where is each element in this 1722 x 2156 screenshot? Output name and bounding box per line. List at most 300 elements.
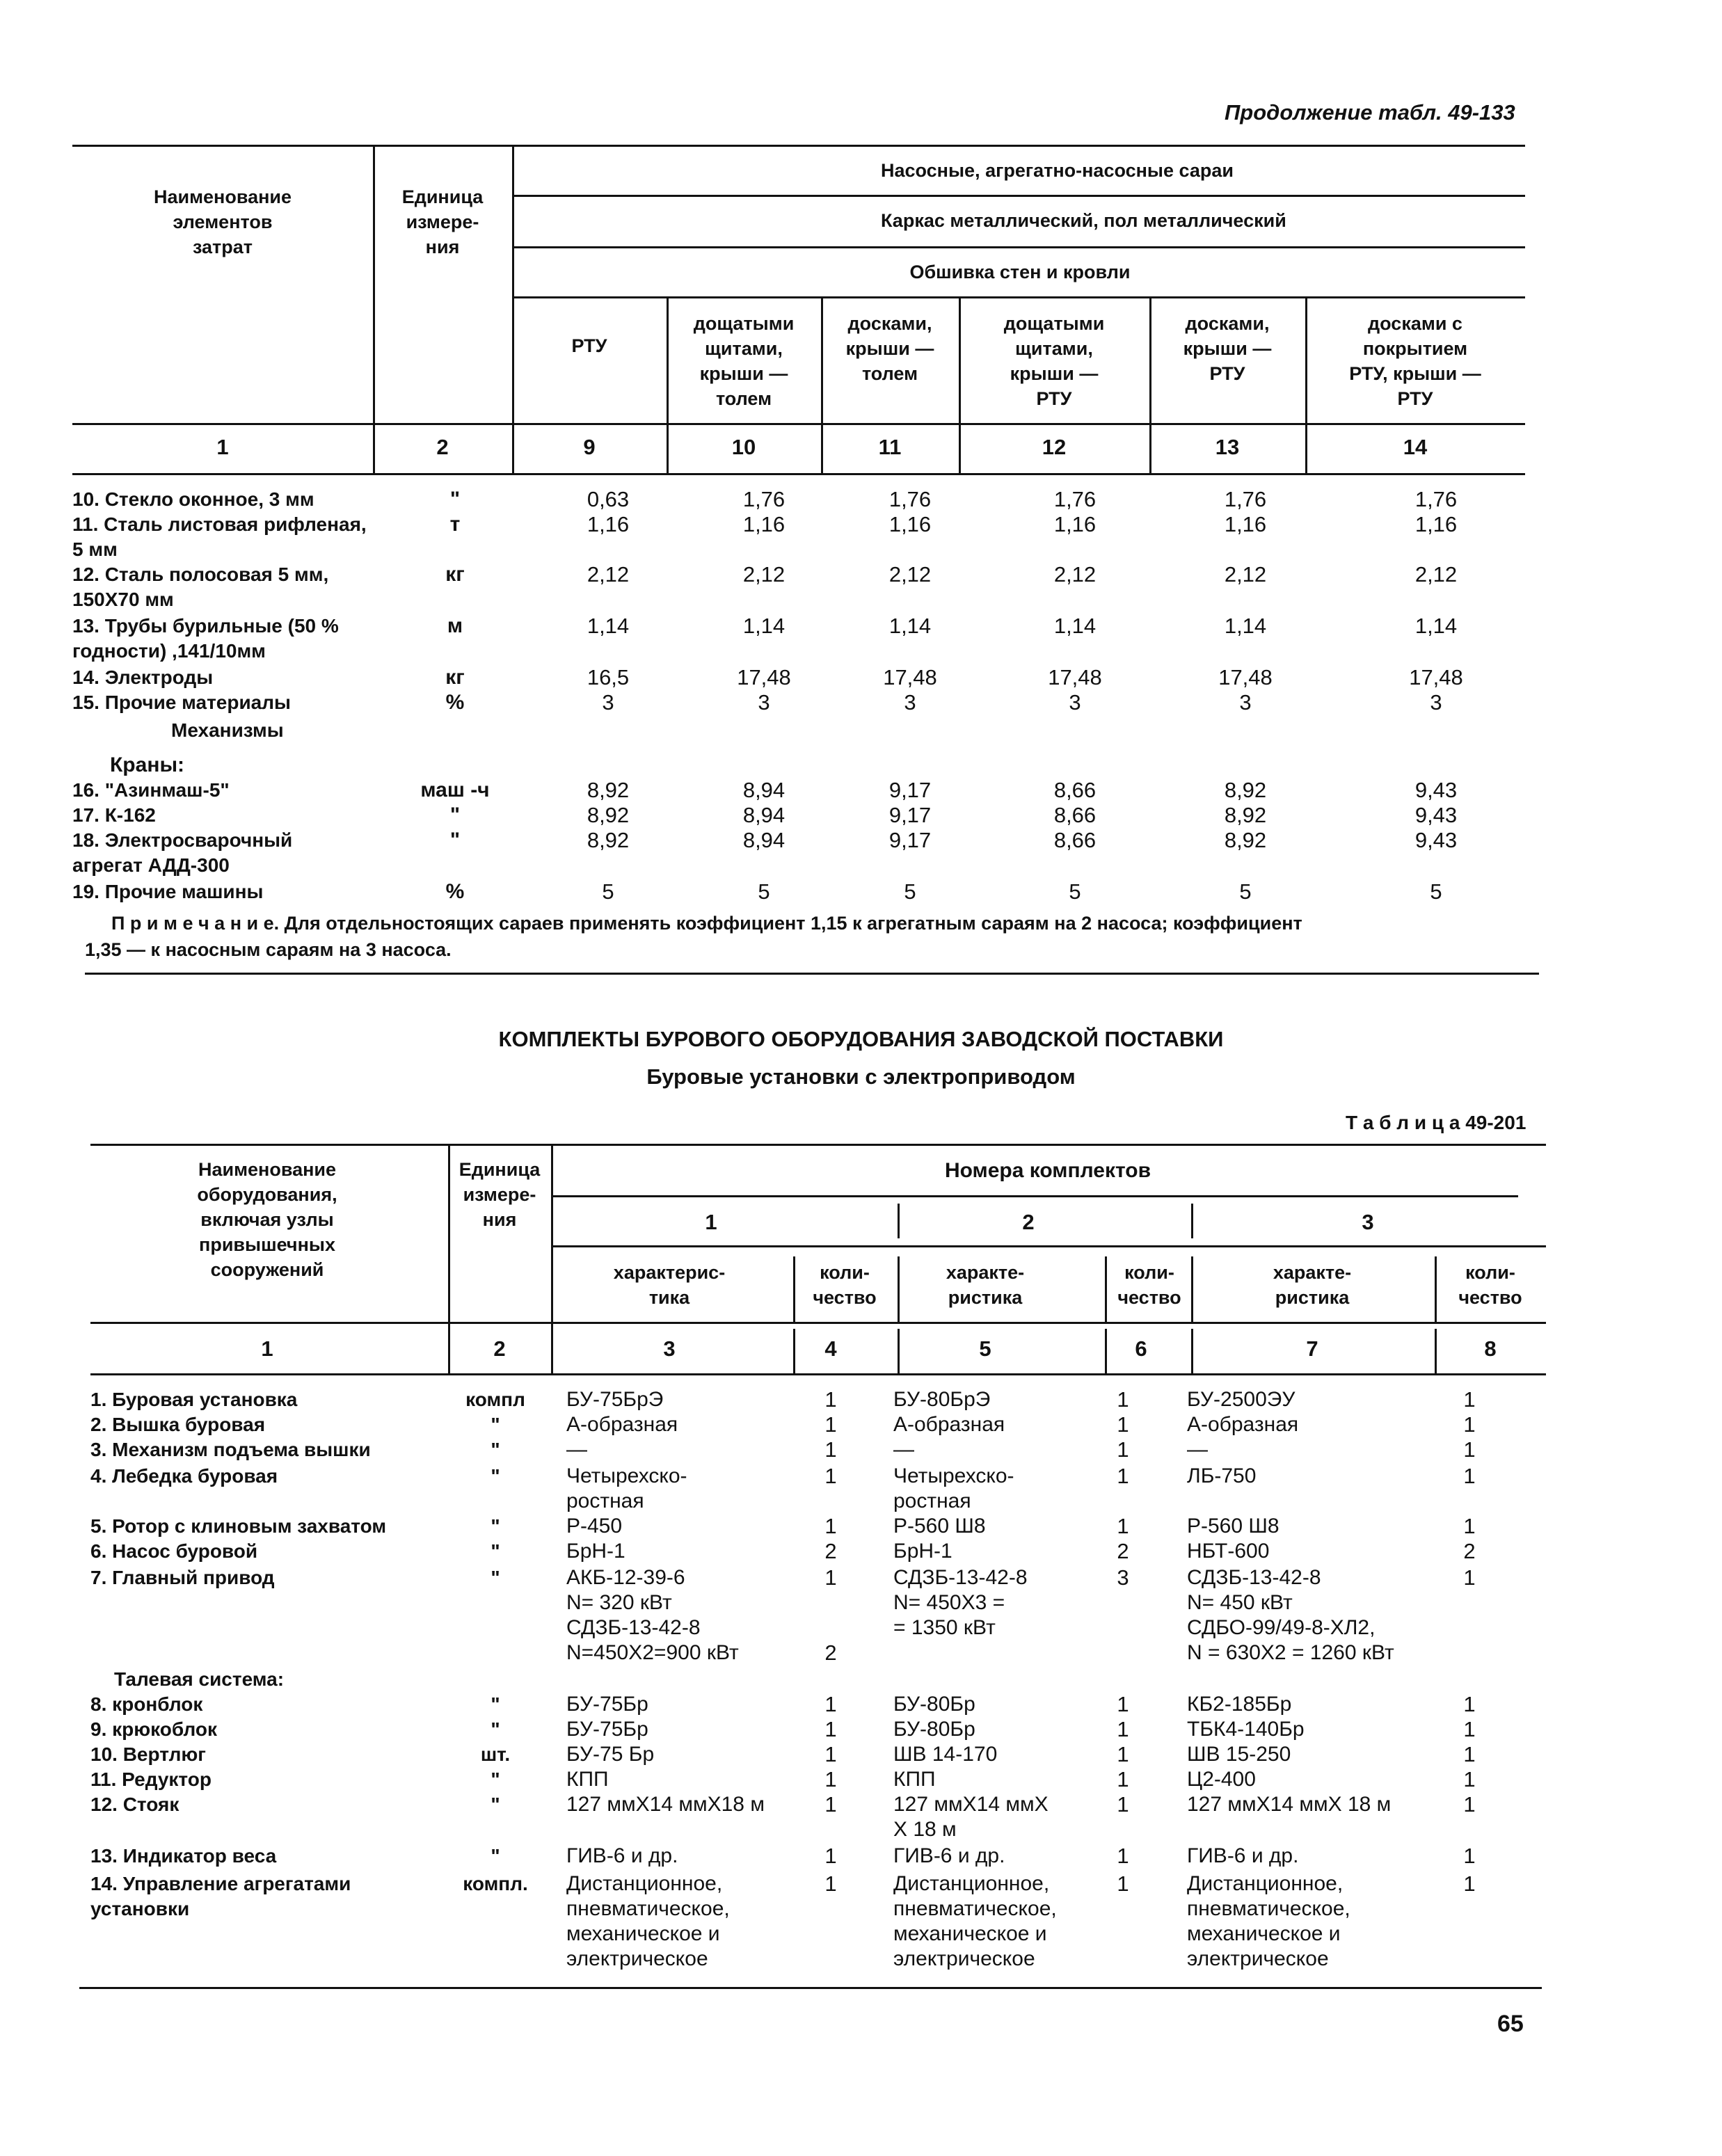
rule: [90, 1373, 1546, 1375]
header-qty-1: коли-: [820, 1262, 870, 1283]
row-unit: м: [447, 614, 463, 637]
char-2: = 1350 кВт: [893, 1616, 996, 1639]
row-unit: ": [491, 1567, 500, 1588]
row-value: 8,92: [1224, 828, 1267, 852]
qty-3: 1: [1463, 1464, 1476, 1488]
row-unit: %: [445, 691, 465, 714]
column-number: 1: [216, 435, 229, 459]
char-3: ТБК4-140Бр: [1187, 1718, 1305, 1741]
char-3: Р-560 Ш8: [1187, 1515, 1279, 1538]
qty-3: 1: [1463, 1565, 1476, 1590]
char-1: АКБ-12-39-6: [566, 1566, 685, 1589]
header-col-9: РТУ: [571, 335, 607, 356]
qty-2: 1: [1117, 1792, 1129, 1816]
char-2: Дистанционное,: [893, 1872, 1050, 1895]
row-unit: ": [491, 1439, 500, 1460]
qty-2: 1: [1117, 1717, 1129, 1741]
header-group-1: Насосные, агрегатно-насосные сараи: [881, 160, 1234, 181]
row-name: 12. Стояк: [90, 1794, 180, 1815]
qty-3: 1: [1463, 1387, 1476, 1412]
rule: [90, 1322, 1546, 1324]
char-1: 127 ммХ14 ммХ18 м: [566, 1793, 765, 1816]
row-unit: т: [449, 513, 461, 536]
char-2: —: [893, 1438, 914, 1461]
row-unit: %: [445, 880, 465, 903]
rule: [90, 1144, 1546, 1146]
row-value: 1,16: [888, 512, 932, 536]
qty-3: 1: [1463, 1871, 1476, 1896]
row-name: 3. Механизм подъема вышки: [90, 1439, 371, 1460]
row-value: 5: [904, 879, 916, 904]
char-3: механическое и: [1187, 1922, 1341, 1945]
qty-3: 1: [1463, 1692, 1476, 1716]
column-number: 3: [663, 1336, 676, 1361]
char-1: СДЗБ-13-42-8: [566, 1616, 701, 1639]
qty-2: 1: [1117, 1514, 1129, 1538]
header-name: Наименование: [153, 186, 292, 207]
row-value: 17,48: [1048, 665, 1102, 689]
row-value: 1,76: [1224, 487, 1267, 511]
qty-1: 1: [824, 1565, 837, 1590]
char-2: Р-560 Ш8: [893, 1515, 986, 1538]
row-name: годности) ,141/10мм: [72, 640, 266, 662]
qty-1: 2: [824, 1539, 837, 1563]
rule: [552, 1245, 1546, 1247]
row-name: 9. крюкоблок: [90, 1718, 218, 1740]
table-label: Т а б л и ц а 49-201: [1346, 1112, 1526, 1133]
row-name: 1. Буровая установка: [90, 1389, 298, 1410]
section-title: КОМПЛЕКТЫ БУРОВОГО ОБОРУДОВАНИЯ ЗАВОДСКОЙ ПОСТАВКИ: [498, 1027, 1224, 1051]
qty-2: 1: [1117, 1767, 1129, 1791]
header-col-11: досками,: [847, 313, 932, 334]
header-col-12: щитами,: [1015, 338, 1093, 359]
qty-2: 3: [1117, 1565, 1129, 1590]
header-name: привышечных: [199, 1234, 335, 1255]
row-unit: ": [491, 1540, 500, 1562]
row-value: 5: [758, 879, 770, 904]
row-value: 8,66: [1053, 778, 1097, 802]
char-3: НБТ-600: [1187, 1540, 1270, 1563]
char-1: N=450Х2=900 кВт: [566, 1641, 739, 1664]
qty-2: 1: [1117, 1692, 1129, 1716]
header-name: Наименование: [198, 1159, 337, 1180]
rule: [79, 1987, 1542, 1989]
page-number: 65: [1497, 2011, 1524, 2037]
row-value: 1,16: [587, 512, 630, 536]
char-2: ГИВ-6 и др.: [893, 1844, 1005, 1867]
char-3: Ц2-400: [1187, 1768, 1256, 1791]
header-unit: измере-: [463, 1184, 536, 1205]
row-name: установки: [90, 1898, 190, 1919]
header-col-14: досками с: [1368, 313, 1462, 334]
header-qty-2: коли-: [1124, 1262, 1174, 1283]
row-value: 1,16: [1414, 512, 1458, 536]
char-3: Дистанционное,: [1187, 1872, 1344, 1895]
qty-2: 1: [1117, 1871, 1129, 1896]
qty-1: 1: [824, 1717, 837, 1741]
char-1: БУ-75Бр: [566, 1693, 648, 1716]
row-name: 6. Насос буровой: [90, 1540, 258, 1562]
row-unit: ": [491, 1693, 500, 1715]
column-number: 8: [1484, 1336, 1497, 1361]
char-2: N= 450Х3 =: [893, 1591, 1005, 1614]
row-name: 11. Редуктор: [90, 1768, 212, 1790]
qty-3: 1: [1463, 1717, 1476, 1741]
column-number: 10: [731, 435, 756, 459]
row-value: 3: [602, 690, 614, 714]
char-3: СДЗБ-13-42-8: [1187, 1566, 1321, 1589]
row-value: 3: [904, 690, 916, 714]
row-value: 8,92: [587, 778, 630, 802]
header-col-10: толем: [715, 388, 772, 409]
char-2: Четырехско-: [893, 1464, 1014, 1487]
row-name: 5. Ротор с клиновым захватом: [90, 1515, 387, 1537]
set-number: 1: [705, 1210, 717, 1234]
row-name: 10. Стекло оконное, 3 мм: [72, 488, 314, 510]
row-unit: компл: [465, 1389, 525, 1410]
char-2: Х 18 м: [893, 1818, 957, 1841]
qty-3: 1: [1463, 1792, 1476, 1816]
header-unit: ния: [425, 237, 460, 257]
qty-2: 1: [1117, 1464, 1129, 1488]
row-name: 8. кронблок: [90, 1693, 203, 1715]
char-2: механическое и: [893, 1922, 1047, 1945]
row-unit: ": [491, 1768, 500, 1790]
header-qty-3: чество: [1458, 1287, 1522, 1308]
char-2: ростная: [893, 1490, 971, 1512]
row-unit: ": [491, 1718, 500, 1740]
row-name: 150Х70 мм: [72, 589, 174, 610]
row-name: 12. Сталь полосовая 5 мм,: [72, 564, 329, 585]
row-unit: ": [449, 488, 461, 511]
char-2: электрическое: [893, 1947, 1035, 1970]
header-group-2: Каркас металлический, пол металлический: [881, 210, 1286, 231]
row-unit: ": [491, 1794, 500, 1815]
mech-title: Механизмы: [171, 719, 284, 741]
row-value: 8,66: [1053, 828, 1097, 852]
rule: [85, 973, 1539, 975]
char-1: А-образная: [566, 1413, 678, 1436]
note-line-1: П р и м е ч а н и е. Для отдельностоящих сараев применять коэффициент 1,15 к агрегатным сараям на 2 насоса; коэффициент: [111, 913, 1302, 934]
header-col-13: РТУ: [1209, 363, 1245, 384]
row-value: 2,12: [1053, 562, 1097, 586]
char-2: БУ-80Бр: [893, 1693, 975, 1716]
row-value: 1,14: [1224, 614, 1267, 638]
row-value: 0,63: [587, 487, 630, 511]
row-name: 11. Сталь листовая рифленая,: [72, 513, 367, 535]
row-value: 9,17: [888, 803, 932, 827]
qty-2: 1: [1117, 1742, 1129, 1766]
header-qty-1: чество: [813, 1287, 877, 1308]
row-value: 9,17: [888, 778, 932, 802]
header-col-12: дощатыми: [1003, 313, 1105, 334]
row-value: 16,5: [587, 665, 630, 689]
row-value: 2,12: [587, 562, 630, 586]
char-3: А-образная: [1187, 1413, 1299, 1436]
row-value: 17,48: [883, 665, 937, 689]
header-col-12: РТУ: [1036, 388, 1072, 409]
qty-2: 1: [1117, 1437, 1129, 1462]
header-group: Номера комплектов: [944, 1159, 1151, 1182]
continuation-label: Продолжение табл. 49-133: [1225, 100, 1515, 125]
header-group-3: Обшивка стен и кровли: [909, 262, 1131, 282]
char-3: пневматическое,: [1187, 1897, 1350, 1920]
row-value: 5: [1430, 879, 1442, 904]
column-number: 13: [1215, 435, 1240, 459]
row-name: 14. Электроды: [72, 666, 214, 688]
cranes-label: Краны:: [110, 753, 185, 776]
row-name: 17. К-162: [72, 804, 156, 826]
row-unit: ": [449, 829, 461, 852]
rule: [552, 1195, 1518, 1197]
char-2: БрН-1: [893, 1540, 952, 1563]
qty-1: 1: [824, 1692, 837, 1716]
row-value: 8,92: [1224, 803, 1267, 827]
char-1: ГИВ-6 и др.: [566, 1844, 678, 1867]
qty-1: 1: [824, 1412, 837, 1437]
tackle-label: Талевая система:: [114, 1668, 285, 1690]
header-col-12: крыши —: [1010, 363, 1099, 384]
char-3: ГИВ-6 и др.: [1187, 1844, 1299, 1867]
char-2: СДЗБ-13-42-8: [893, 1566, 1028, 1589]
header-col-13: крыши —: [1183, 338, 1272, 359]
note-line-2: 1,35 — к насосным сараям на 3 насоса.: [85, 939, 452, 960]
row-value: 8,66: [1053, 803, 1097, 827]
qty-1: 1: [824, 1742, 837, 1766]
header-col-11: толем: [861, 363, 918, 384]
char-1: БУ-75Бр: [566, 1718, 648, 1741]
column-number: 12: [1042, 435, 1067, 459]
rule: [512, 195, 1525, 197]
row-unit: ": [491, 1465, 500, 1487]
qty-2: 1: [1117, 1387, 1129, 1412]
row-value: 5: [1239, 879, 1252, 904]
column-number: 9: [583, 435, 596, 459]
column-number: 1: [261, 1336, 273, 1361]
header-name: затрат: [192, 237, 253, 257]
row-unit: компл.: [463, 1873, 528, 1894]
char-2: пневматическое,: [893, 1897, 1057, 1920]
row-name: 14. Управление агрегатами: [90, 1873, 351, 1894]
row-value: 17,48: [1218, 665, 1273, 689]
header-name: сооружений: [210, 1259, 324, 1280]
row-value: 2,12: [888, 562, 932, 586]
char-1: механическое и: [566, 1922, 720, 1945]
char-1: ростная: [566, 1490, 644, 1512]
header-char-2: характе-: [946, 1262, 1025, 1283]
char-2: КПП: [893, 1768, 936, 1791]
row-unit: шт.: [480, 1743, 511, 1765]
header-col-10: дощатыми: [693, 313, 795, 334]
row-value: 8,94: [742, 828, 786, 852]
header-col-10: крыши —: [699, 363, 788, 384]
qty-2: 1: [1117, 1844, 1129, 1868]
header-unit: Единица: [401, 186, 484, 207]
row-value: 8,94: [742, 803, 786, 827]
char-3: N= 450 кВт: [1187, 1591, 1293, 1614]
column-number: 7: [1306, 1336, 1318, 1361]
row-unit: кг: [445, 666, 465, 689]
row-value: 3: [1430, 690, 1442, 714]
qty-1: 1: [824, 1767, 837, 1791]
qty-1: 1: [824, 1792, 837, 1816]
row-value: 1,14: [1053, 614, 1097, 638]
char-2: А-образная: [893, 1413, 1005, 1436]
row-value: 3: [758, 690, 770, 714]
qty-3: 1: [1463, 1767, 1476, 1791]
qty-1: 1: [824, 1387, 837, 1412]
row-value: 9,43: [1414, 778, 1458, 802]
qty-1: 1: [824, 1844, 837, 1868]
row-name: 4. Лебедка буровая: [90, 1465, 278, 1487]
char-3: N = 630Х2 = 1260 кВт: [1187, 1641, 1394, 1664]
section-subtitle: Буровые установки с электроприводом: [646, 1064, 1076, 1089]
char-1: БУ-75БрЭ: [566, 1388, 664, 1411]
header-col-13: досками,: [1185, 313, 1270, 334]
header-col-10: щитами,: [705, 338, 783, 359]
header-name: элементов: [173, 211, 273, 232]
row-value: 5: [1069, 879, 1081, 904]
char-3: БУ-2500ЭУ: [1187, 1388, 1296, 1411]
char-3: —: [1187, 1438, 1208, 1461]
row-unit: маш -ч: [420, 778, 490, 801]
row-value: 17,48: [1409, 665, 1463, 689]
header-char-3: характе-: [1273, 1262, 1352, 1283]
char-1: пневматическое,: [566, 1897, 730, 1920]
row-value: 8,92: [1224, 778, 1267, 802]
row-unit: ": [491, 1515, 500, 1537]
qty-1: 1: [824, 1871, 837, 1896]
header-qty-3: коли-: [1465, 1262, 1515, 1283]
rule: [512, 246, 1525, 248]
row-value: 8,94: [742, 778, 786, 802]
qty-2: 1: [1117, 1412, 1129, 1437]
row-name: 13. Трубы бурильные (50 %: [72, 615, 339, 637]
row-value: 1,14: [587, 614, 630, 638]
row-name: 2. Вышка буровая: [90, 1414, 266, 1435]
char-1: Р-450: [566, 1515, 623, 1538]
column-number: 11: [878, 435, 902, 459]
row-name: 15. Прочие материалы: [72, 692, 291, 713]
header-char-1: характерис-: [613, 1262, 726, 1283]
qty-1: 1: [824, 1437, 837, 1462]
char-1: N= 320 кВт: [566, 1591, 672, 1614]
row-value: 1,76: [888, 487, 932, 511]
row-value: 1,16: [1224, 512, 1267, 536]
char-3: КБ2-185Бр: [1187, 1693, 1292, 1716]
row-value: 9,17: [888, 828, 932, 852]
row-value: 2,12: [1224, 562, 1267, 586]
qty-3: 1: [1463, 1437, 1476, 1462]
char-2: 127 ммХ14 ммХ: [893, 1793, 1049, 1816]
header-col-11: крыши —: [845, 338, 934, 359]
row-name: 18. Электросварочный: [72, 829, 293, 851]
rule: [1191, 1204, 1193, 1238]
row-name: агрегат АДД-300: [72, 854, 230, 876]
row-value: 1,76: [1053, 487, 1097, 511]
header-char-2: ристика: [948, 1287, 1023, 1308]
qty-3: 1: [1463, 1844, 1476, 1868]
row-value: 3: [1239, 690, 1252, 714]
row-name: 13. Индикатор веса: [90, 1845, 277, 1867]
char-2: БУ-80БрЭ: [893, 1388, 991, 1411]
char-3: электрическое: [1187, 1947, 1329, 1970]
row-unit: ": [491, 1414, 500, 1435]
column-number: 14: [1403, 435, 1428, 459]
row-name: 10. Вертлюг: [90, 1743, 206, 1765]
row-value: 2,12: [1414, 562, 1458, 586]
column-number: 5: [979, 1336, 991, 1361]
char-3: ШВ 15-250: [1187, 1743, 1291, 1766]
char-1: Дистанционное,: [566, 1872, 723, 1895]
header-char-3: ристика: [1275, 1287, 1350, 1308]
column-number: 4: [824, 1336, 837, 1361]
header-unit: измере-: [406, 211, 479, 232]
char-3: ЛБ-750: [1187, 1464, 1257, 1487]
char-1: КПП: [566, 1768, 609, 1791]
set-number: 2: [1022, 1210, 1035, 1234]
row-value: 1,76: [1414, 487, 1458, 511]
row-name: 19. Прочие машины: [72, 881, 264, 902]
header-col-14: РТУ, крыши —: [1349, 363, 1481, 384]
column-number: 6: [1135, 1336, 1147, 1361]
char-1: Четырехско-: [566, 1464, 687, 1487]
header-name: оборудования,: [197, 1184, 337, 1205]
qty-3: 1: [1463, 1514, 1476, 1538]
row-value: 1,76: [742, 487, 786, 511]
row-unit: ": [449, 804, 461, 827]
char-1: БУ-75 Бр: [566, 1743, 655, 1766]
header-unit: Единица: [459, 1159, 541, 1180]
set-number: 3: [1362, 1210, 1374, 1234]
header-unit: ния: [482, 1209, 517, 1230]
char-2: ШВ 14-170: [893, 1743, 998, 1766]
char-3: 127 ммХ14 ммХ 18 м: [1187, 1793, 1392, 1816]
header-qty-2: чество: [1117, 1287, 1181, 1308]
row-value: 9,43: [1414, 828, 1458, 852]
row-value: 2,12: [742, 562, 786, 586]
row-value: 9,43: [1414, 803, 1458, 827]
qty-1: 1: [824, 1464, 837, 1488]
row-name: 16. "Азинмаш-5": [72, 779, 230, 801]
char-1: БрН-1: [566, 1540, 625, 1563]
char-2: БУ-80Бр: [893, 1718, 975, 1741]
qty-3: 1: [1463, 1412, 1476, 1437]
header-name: включая узлы: [200, 1209, 334, 1230]
row-value: 1,16: [1053, 512, 1097, 536]
header-char-1: тика: [648, 1287, 690, 1308]
row-value: 5: [602, 879, 614, 904]
row-value: 3: [1069, 690, 1081, 714]
row-value: 1,14: [742, 614, 786, 638]
rule: [512, 296, 1525, 298]
row-name: 7. Главный привод: [90, 1567, 275, 1588]
row-unit: кг: [445, 563, 465, 586]
qty-3: 1: [1463, 1742, 1476, 1766]
char-3: СДБО-99/49-8-ХЛ2,: [1187, 1616, 1376, 1639]
char-1: —: [566, 1438, 587, 1461]
row-value: 1,16: [742, 512, 786, 536]
qty-1: 1: [824, 1514, 837, 1538]
row-unit: ": [491, 1845, 500, 1867]
row-value: 1,14: [888, 614, 932, 638]
header-col-14: покрытием: [1362, 338, 1468, 359]
row-value: 8,92: [587, 828, 630, 852]
row-value: 8,92: [587, 803, 630, 827]
char-1: электрическое: [566, 1947, 708, 1970]
qty-2: 2: [1117, 1539, 1129, 1563]
column-number: 2: [436, 435, 449, 459]
